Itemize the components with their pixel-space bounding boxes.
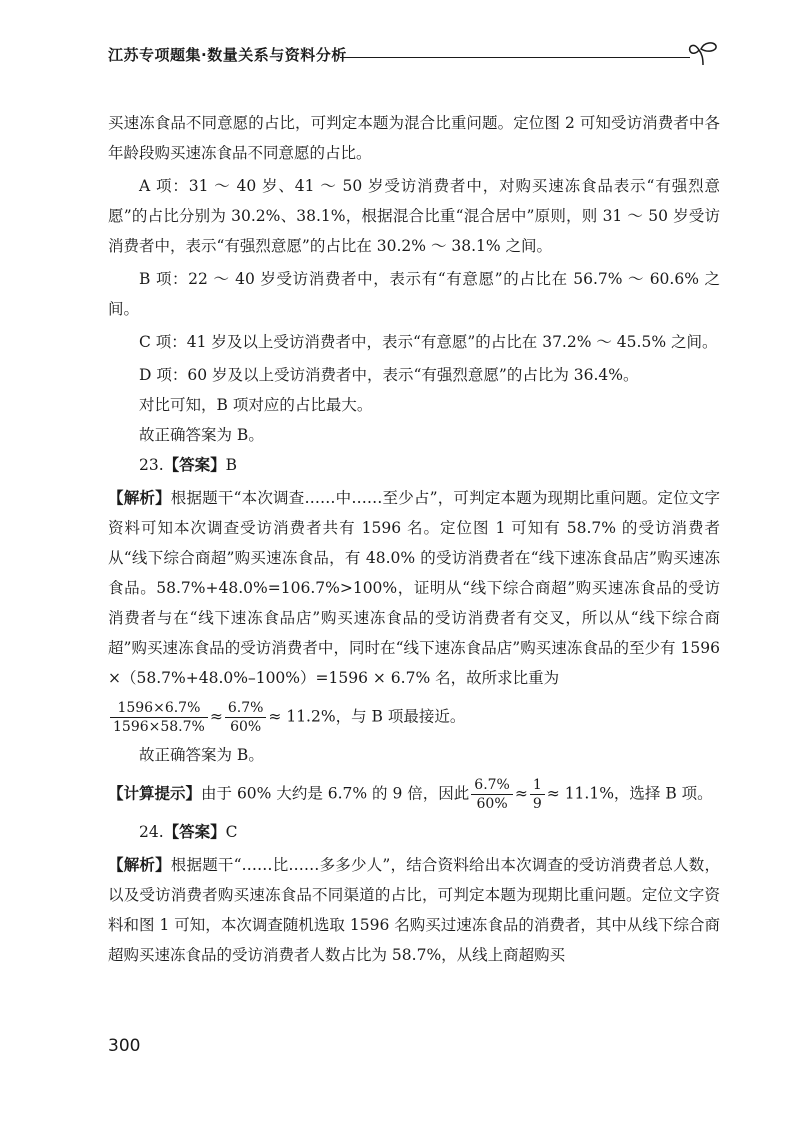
calc-fraction-1 (471, 776, 513, 813)
fraction-1 (110, 699, 208, 736)
calc-fraction-2 (530, 776, 545, 813)
running-header (108, 40, 720, 68)
option-d-analysis: D 项：60 岁及以上受访消费者中，表示“有强烈意愿”的占比为 36.4%。 (139, 366, 639, 384)
fraction-2 (225, 699, 267, 736)
q23-answer: B (225, 456, 238, 474)
calc-tip (108, 776, 720, 813)
q23-answer-tag: 【答案】 (163, 456, 226, 474)
fraction-2-denominator: 60% (230, 719, 262, 735)
fraction-2-numerator: 6.7% (225, 699, 267, 718)
calc-fraction-2-numerator: 1 (530, 776, 545, 795)
q24-number: 24. (139, 823, 164, 841)
page-number: 300 (108, 1036, 141, 1056)
q23-analysis-tag: 【解析】 (108, 489, 171, 507)
q23-number: 23. (139, 456, 164, 474)
calc-fraction-1-denominator: 60% (476, 796, 508, 812)
calc-tip-text: 由于 60% 大约是 6.7% 的 9 倍，因此 (201, 784, 470, 803)
q24-answer-line (108, 817, 720, 847)
paragraph-intro: 买速冻食品不同意愿的占比，可判定本题为混合比重问题。定位图 2 可知受访消费者中各年龄段购买速冻食品不同意愿的占比。 (108, 114, 720, 162)
q24-analysis (108, 850, 720, 970)
page-body (108, 108, 720, 970)
approx-sign: ≈ (209, 707, 223, 726)
q23-analysis-text: 根据题干“本次调查……中……至少占”，可判定本题为现期比重问题。定位文字资料可知本次调查受访消费者共有 1596 名。定位图 1 可知有 58.7% 的受访消费者从“线下综合商超”购买速冻食品，有 48.0% 的受访消费者在“线下速冻食品店”购买速冻食品。58.7%+48.0%=106.7%>100%，证明从“线下综合商超”购买速冻食品的受访消费者与在“线下速冻食品店”购买速冻食品的受访消费者有交叉，所以从“线下综合商超”购买速冻食品的受访消费者中，同时在“线下速冻食品店”购买速冻食品的至少有 1596 ×（58.7%+48.0%–100%）=1596 × 6.7% 名，故所求比重为 (108, 489, 720, 687)
calc-tip-tag: 【计算提示】 (108, 784, 202, 803)
q24-answer: C (225, 823, 238, 841)
option-c-analysis: C 项：41 岁及以上受访消费者中，表示“有意愿”的占比在 37.2% ～ 45.5% 之间。 (139, 333, 718, 351)
q23-conclusion: 故正确答案为 B。 (139, 746, 264, 764)
calc-result: ≈ 11.1%，选择 B 项。 (546, 784, 713, 803)
fraction-1-numerator: 1596×6.7% (110, 699, 208, 718)
sprout-icon (686, 40, 720, 66)
fraction-1-denominator: 1596×58.7% (113, 719, 205, 735)
comparison-text: 对比可知，B 项对应的占比最大。 (139, 396, 373, 414)
q23-formula (108, 699, 720, 736)
header-rule (340, 57, 690, 58)
q23-answer-line (108, 450, 720, 480)
q22-conclusion: 故正确答案为 B。 (139, 426, 264, 444)
option-a-analysis: A 项：31 ～ 40 岁、41 ～ 50 岁受访消费者中，对购买速冻食品表示“有强烈意愿”的占比分别为 30.2%、38.1%，根据混合比重“混合居中”原则，则 31 ～ 50 岁受访消费者中，表示“有强烈意愿”的占比在 30.2% ～ 38.1% 之间。 (108, 177, 720, 255)
header-title: 江苏专项题集·数量关系与资料分析 (108, 46, 347, 64)
q24-analysis-text: 根据题干“……比……多多少人”，结合资料给出本次调查的受访消费者总人数，以及受访消费者购买速冻食品不同渠道的占比，可判定本题为现期比重问题。定位文字资料和图 1 可知，本次调查随机选取 1596 名购买过速冻食品的消费者，其中从线下综合商超购买速冻食品的受访消费者人数占比为 58.7%，从线上商超购买 (108, 856, 720, 964)
option-b-analysis: B 项：22 ～ 40 岁受访消费者中，表示有“有意愿”的占比在 56.7% ～ 60.6% 之间。 (108, 270, 720, 318)
calc-fraction-2-denominator: 9 (532, 796, 542, 812)
q23-result: ≈ 11.2%，与 B 项最接近。 (268, 707, 466, 726)
q24-answer-tag: 【答案】 (163, 823, 226, 841)
q23-analysis (108, 483, 720, 693)
calc-fraction-1-numerator: 6.7% (471, 776, 513, 795)
q24-analysis-tag: 【解析】 (108, 856, 171, 874)
calc-approx-sign: ≈ (514, 784, 528, 803)
